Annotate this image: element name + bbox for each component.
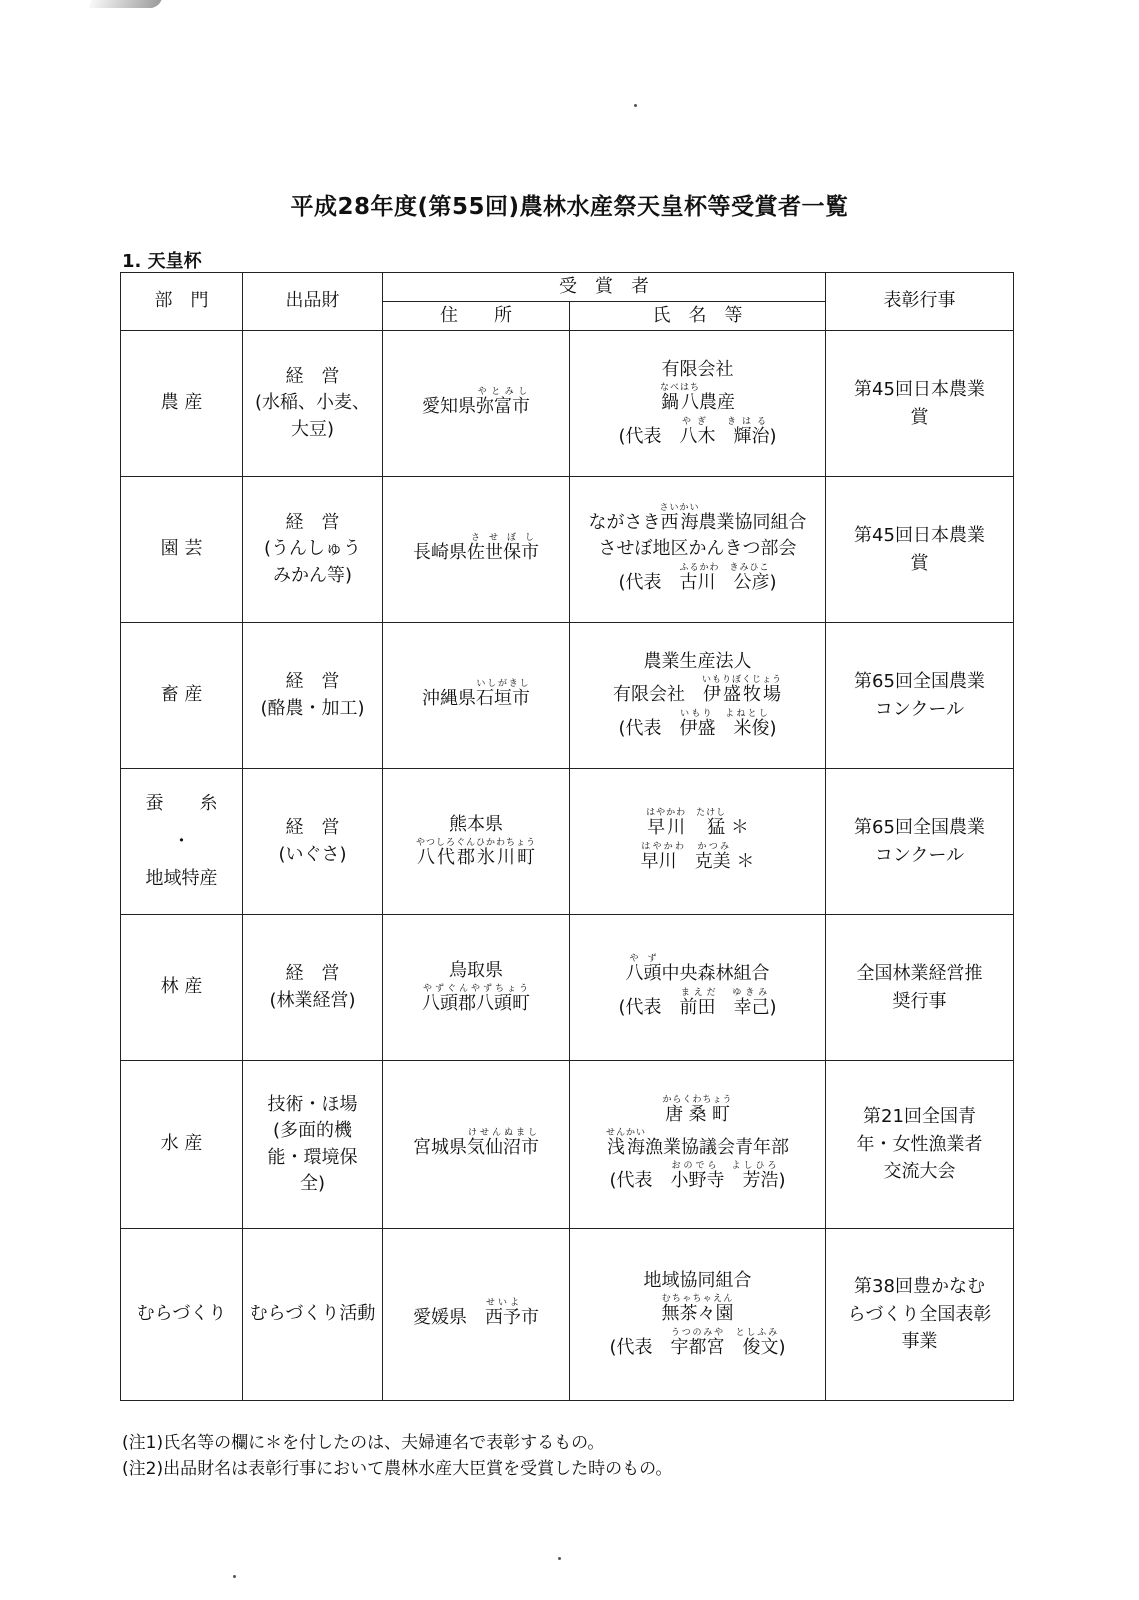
note-1: (注1)氏名等の欄に＊を付したのは、夫婦連名で表彰するもの。 [122, 1433, 605, 1453]
name-line-text: 中央森林組合 [661, 963, 770, 985]
address-line-ruby: 佐世保市させぼし [467, 532, 539, 563]
awards-table [120, 272, 1014, 1401]
header-address: 住 所 [383, 302, 570, 331]
exhibit-line: 全) [299, 1172, 326, 1194]
name-line-text: させぼ地区かんきつ部会 [598, 538, 797, 560]
name-line-reading: ふるかわ きみひこ [679, 562, 770, 573]
event-line: 賞 [910, 406, 929, 428]
name-line-text: 有限会社 [661, 359, 734, 381]
name-line-text: ながさき [588, 512, 661, 534]
event-line: 第21回全国青 [863, 1105, 976, 1127]
name-line-reading: せんかい [605, 1127, 646, 1138]
department-line: ・ [172, 830, 191, 852]
name-line [574, 709, 821, 742]
cell-address [383, 769, 570, 915]
cell-event [826, 331, 1014, 477]
exhibit-line: 経 営 [285, 366, 340, 388]
name-line [574, 1161, 821, 1194]
address-line [387, 679, 565, 712]
exhibit-line: 能・環境保 [267, 1146, 358, 1168]
name-line-text: ) [778, 1170, 786, 1192]
header-exhibit: 出品財 [243, 273, 383, 331]
address-line-reading: せいよ [485, 1297, 521, 1308]
name-line [574, 808, 821, 841]
cell-address [383, 331, 570, 477]
name-line-reading: やぎ きはる [679, 416, 770, 427]
name-line-text: ) [769, 425, 777, 447]
name-line [574, 954, 821, 987]
exhibit-line: (いぐさ) [278, 843, 347, 865]
address-line-reading: やとみし [476, 386, 530, 397]
address-line-reading: いしがきし [476, 678, 530, 689]
address-line [387, 387, 565, 420]
cell-department: 園 芸 [121, 477, 243, 623]
exhibit-line: むらづくり活動 [249, 1303, 376, 1325]
department-line: 地域特産 [145, 868, 218, 890]
name-line-reading: からくわちょう [662, 1094, 733, 1105]
name-line [574, 842, 821, 875]
scan-speck [634, 104, 637, 107]
cell-name [570, 623, 826, 769]
cell-exhibit [243, 769, 383, 915]
exhibit-line: みかん等) [272, 564, 353, 586]
name-line-ruby: 唐桑町からくわちょう [662, 1094, 733, 1125]
header-row [121, 273, 1014, 302]
event-line: らづくり全国表彰 [847, 1303, 992, 1325]
header-event: 表彰行事 [826, 273, 1014, 331]
name-line-ruby: 浅海せんかい [605, 1127, 646, 1158]
name-line-text: 地域協同組合 [643, 1270, 752, 1292]
address-line [387, 1128, 565, 1161]
name-line [574, 563, 821, 596]
name-line-reading: さいかい [659, 503, 700, 514]
name-line-ruby: 早川 猛はやかわ たけし [646, 808, 727, 839]
table-row [121, 769, 1014, 915]
cell-department: 水 産 [121, 1061, 243, 1229]
address-line [387, 812, 565, 838]
name-line-ruby: 八頭やず [625, 954, 662, 985]
name-line-reading: いもりぼくじょう [701, 675, 782, 686]
name-line-text: 農業協同組合 [698, 512, 807, 534]
address-line-ruby: 八代郡氷川町やつしろぐんひかわちょう [415, 838, 536, 868]
event-line: 第38回豊かなむ [854, 1275, 985, 1297]
event-line: 第45回日本農業 [854, 524, 985, 546]
address-line-reading: けせんぬまし [467, 1127, 539, 1138]
name-line-reading: うつのみや としふみ [670, 1327, 779, 1338]
cell-address [383, 915, 570, 1061]
name-line-text: ) [769, 996, 777, 1018]
name-line-reading: まえだ ゆきみ [679, 987, 770, 998]
exhibit-line: 技術・ほ場 [267, 1094, 358, 1116]
cell-event [826, 1229, 1014, 1401]
name-line-text: ) [769, 717, 777, 739]
address-line-ruby: 弥富市やとみし [476, 386, 530, 417]
address-line-reading: やつしろぐんひかわちょう [415, 838, 536, 848]
name-line [574, 1095, 821, 1128]
address-line [387, 533, 565, 566]
name-line-ruby: 八木 輝治やぎ きはる [679, 416, 770, 447]
address-line-ruby: 石垣市いしがきし [476, 678, 530, 709]
exhibit-line: 大豆) [290, 418, 335, 440]
cell-event [826, 477, 1014, 623]
name-line [574, 675, 821, 708]
name-line-ruby: 西海さいかい [659, 503, 700, 534]
notes [122, 1430, 672, 1483]
table-row [121, 331, 1014, 477]
event-line: 年・女性漁業者 [856, 1133, 983, 1155]
name-line-text: ) [769, 571, 777, 593]
name-line [574, 1128, 821, 1161]
cell-name [570, 1229, 826, 1401]
name-line-reading: はやかわ かつみ [640, 841, 731, 852]
name-line-reading: むちゃちゃえん [661, 1294, 734, 1305]
name-line [574, 988, 821, 1021]
address-line-text: 沖縄県 [422, 687, 476, 709]
name-line-text: 農業生産法人 [643, 651, 752, 673]
address-line-reading: やずぐんやずちょう [422, 984, 530, 994]
cell-department [121, 769, 243, 915]
address-line-ruby: 気仙沼市けせんぬまし [467, 1127, 539, 1158]
table-row [121, 623, 1014, 769]
name-line [574, 417, 821, 450]
name-line-ruby: 早川 克美はやかわ かつみ [640, 841, 731, 872]
address-line-ruby: 西予せいよ [485, 1297, 521, 1328]
cell-address [383, 477, 570, 623]
cell-name [570, 769, 826, 915]
name-line-ruby: 伊盛 米俊いもり よねとし [679, 708, 770, 739]
cell-department: 畜 産 [121, 623, 243, 769]
name-line-text: 有限会社 [612, 684, 703, 706]
header-awardee: 受 賞 者 [383, 273, 826, 302]
cell-name [570, 1061, 826, 1229]
name-line-text: ＊ [730, 850, 755, 872]
name-line-text: (代表 [609, 1170, 671, 1192]
exhibit-line: (酪農・加工) [260, 697, 365, 719]
name-line [574, 357, 821, 383]
name-line-text: 農産 [699, 392, 735, 414]
header-name: 氏 名 等 [570, 302, 826, 331]
address-line-text: 市 [521, 1306, 539, 1328]
address-line-text: 熊本県 [449, 813, 503, 835]
note-2: (注2)出品財名は表彰行事において農林水産大臣賞を受賞した時のもの。 [122, 1459, 673, 1480]
name-line-ruby: 鍋八なべはち [659, 383, 700, 414]
cell-name [570, 477, 826, 623]
name-line-text: (代表 [609, 1336, 671, 1358]
name-line [574, 1294, 821, 1327]
event-line: 奨行事 [892, 990, 947, 1012]
name-line-ruby: 古川 公彦ふるかわ きみひこ [679, 562, 770, 593]
event-line: 第45回日本農業 [854, 378, 985, 400]
cell-department: むらづくり [121, 1229, 243, 1401]
exhibit-line: (林業経営) [269, 989, 356, 1011]
scan-speck [233, 1575, 236, 1578]
exhibit-line: (多面的機 [272, 1120, 353, 1142]
name-line-reading: はやかわ たけし [646, 808, 727, 819]
address-line-reading: させぼし [467, 532, 539, 543]
address-line-text: 長崎県 [413, 541, 467, 563]
cell-address [383, 1061, 570, 1229]
page-title: 平成28年度(第55回)農林水産祭天皇杯等受賞者一覧 [290, 194, 849, 220]
exhibit-line: 経 営 [285, 817, 340, 839]
exhibit-line: 経 営 [285, 671, 340, 693]
cell-exhibit [243, 1229, 383, 1401]
table-row [121, 477, 1014, 623]
event-line: コンクール [874, 844, 965, 866]
address-line [387, 958, 565, 984]
cell-exhibit [243, 915, 383, 1061]
name-line-ruby: 前田 幸己まえだ ゆきみ [679, 987, 770, 1018]
cell-name [570, 331, 826, 477]
name-line [574, 503, 821, 536]
table-row [121, 1229, 1014, 1401]
cell-exhibit [243, 331, 383, 477]
cell-address [383, 623, 570, 769]
name-line-ruby: 伊盛牧場いもりぼくじょう [701, 675, 782, 706]
table-row [121, 915, 1014, 1061]
cell-event [826, 623, 1014, 769]
name-line-ruby: 小野寺 芳浩おのでら よしひろ [670, 1161, 779, 1192]
address-line [387, 838, 565, 871]
name-line-reading: いもり よねとし [679, 708, 770, 719]
address-line-ruby: 八頭郡八頭町やずぐんやずちょう [422, 984, 530, 1014]
scan-speck [558, 1557, 561, 1560]
name-line-text: ＊ [725, 817, 749, 839]
name-line-text: ) [778, 1336, 786, 1358]
name-line-ruby: 無茶々園むちゃちゃえん [661, 1294, 734, 1325]
address-line-text: 宮城県 [413, 1136, 467, 1158]
event-line: 事業 [901, 1331, 938, 1353]
exhibit-line: (うんしゅう [263, 538, 362, 560]
name-line [574, 383, 821, 416]
address-line-text: 鳥取県 [449, 959, 503, 981]
cell-event [826, 915, 1014, 1061]
cell-department: 農 産 [121, 331, 243, 477]
header-department: 部 門 [121, 273, 243, 331]
cell-exhibit [243, 477, 383, 623]
event-line: 賞 [910, 552, 929, 574]
name-line-text: (代表 [618, 717, 680, 739]
name-line-reading: なべはち [659, 383, 700, 394]
cell-name [570, 915, 826, 1061]
name-line-ruby: 宇都宮 俊文うつのみや としふみ [670, 1327, 779, 1358]
name-line-text: (代表 [618, 425, 680, 447]
name-line-text: (代表 [618, 996, 680, 1018]
name-line [574, 649, 821, 675]
event-line: 第65回全国農業 [854, 670, 985, 692]
name-line-text: (代表 [618, 571, 680, 593]
exhibit-line: 経 営 [285, 963, 340, 985]
name-line [574, 1328, 821, 1361]
cell-department: 林 産 [121, 915, 243, 1061]
cell-event [826, 769, 1014, 915]
event-line: 交流大会 [883, 1161, 956, 1183]
section-heading: 1. 天皇杯 [122, 251, 202, 272]
address-line [387, 984, 565, 1017]
address-line-text: 愛知県 [422, 395, 476, 417]
event-line: 第65回全国農業 [854, 816, 985, 838]
cell-address [383, 1229, 570, 1401]
cell-exhibit [243, 623, 383, 769]
name-line-text: 漁業協議会青年部 [645, 1136, 789, 1158]
table-body [121, 331, 1014, 1401]
event-line: 全国林業経営推 [856, 962, 983, 984]
address-line [387, 1298, 565, 1331]
exhibit-line: 経 営 [285, 512, 340, 534]
name-line-reading: やず [625, 954, 662, 965]
event-line: コンクール [874, 698, 965, 720]
scan-smudge [89, 0, 162, 8]
name-line-reading: おのでら よしひろ [670, 1161, 779, 1172]
exhibit-line: (水稲、小麦、 [254, 392, 371, 414]
table-row [121, 1061, 1014, 1229]
cell-exhibit [243, 1061, 383, 1229]
cell-event [826, 1061, 1014, 1229]
address-line-text: 愛媛県 [413, 1306, 485, 1328]
name-line [574, 536, 821, 562]
department-line: 蚕 糸 [145, 792, 218, 814]
name-line [574, 1268, 821, 1294]
